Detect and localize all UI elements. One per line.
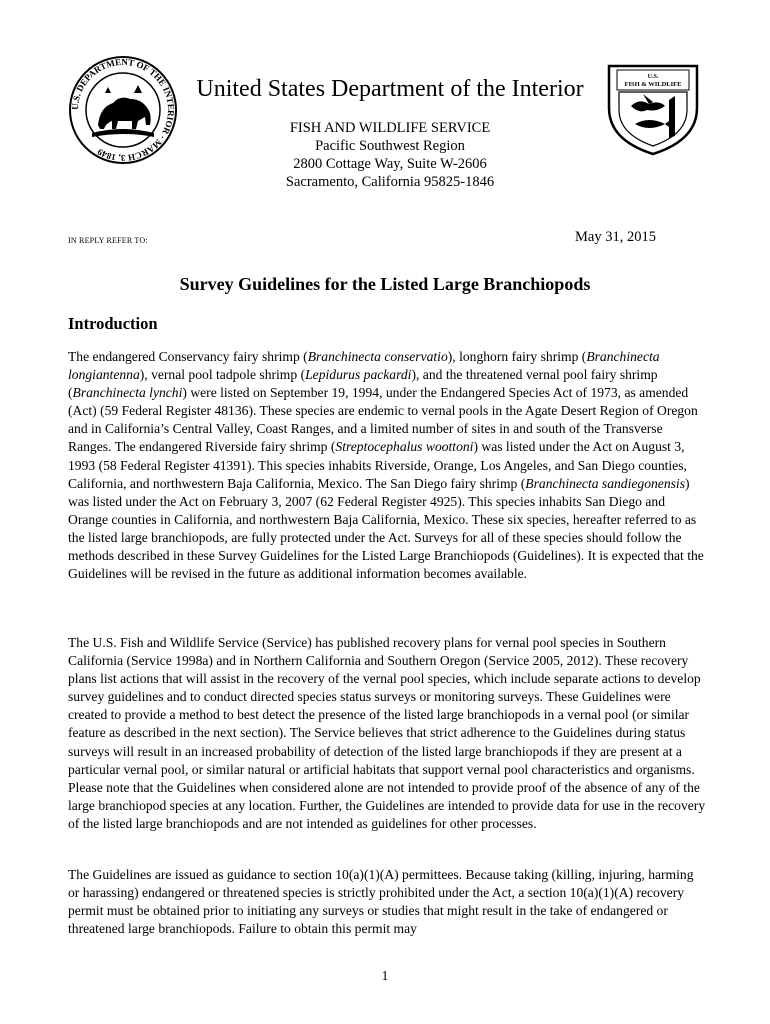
species-name: Branchinecta sandiegonensis [525,475,685,491]
paragraph-2 [68,634,708,833]
paragraph-1-text [68,348,708,583]
species-name: Lepidurus packardi [305,367,412,383]
text-run: ), longhorn fairy shrimp ( [447,349,587,364]
paragraph-3-text: The Guidelines are issued as guidance to section 10(a)(1)(A) permittees. Because taking (killing, injuring, harming or harassing) endangered or threatened species is strictly prohibited under the Act, a section 10(a)(1)(A) recovery permit must be obtained prior to initiating any surveys or studies that might result in the take of endangered or threatened large branchiopods. Failure to obtain this permit may [68,867,694,937]
svg-text:FISH & WILDLIFE: FISH & WILDLIFE [624,81,682,88]
service-name: FISH AND WILDLIFE SERVICE [289,120,491,136]
species-name: Branchinecta longiantenna [68,349,660,383]
text-run: ) were listed on September 19, 1994, under the Endangered Species Act of 1973, as amended (Act) (59 Federal Register 48136). These species are endemic to vernal pools in the Agate Desert Region of Oregon and in California’s Central Valley, Coast Ranges, and a limited number of sites in and south of the Transverse Ranges. The endangered Riverside fairy shrimp ( [68,385,698,455]
reply-refer-label: IN REPLY REFER TO: [68,236,148,245]
document-title: Survey Guidelines for the Listed Large Branchiopods [179,274,591,294]
species-name: Branchinecta conservatio [307,349,448,364]
street-address: 2800 Cottage Way, Suite W-2606 [293,156,487,172]
svg-text:U.S. DEPARTMENT OF THE INTERIO: U.S. DEPARTMENT OF THE INTERIOR · MARCH 3, 1849 [69,56,177,164]
text-run: The endangered Conservancy fairy shrimp ( [68,349,308,364]
paragraph-2-text: The U.S. Fish and Wildlife Service (Service) has published recovery plans for vernal pool species in Southern California (Service 1998a) and in Northern California and Southern Oregon (Service 2005, 2012). These recovery plans list actions that will assist in the recovery of the vernal pool species, which include separate actions to develop survey guidelines and to conduct directed species status surveys or monitoring surveys. These Guidelines were created to provide a method to best detect the presence of the listed large branchiopods in a vernal pool (or similar feature as described in the next section). The Service believes that strict adherence to the Guidelines during status surveys will result in an increased probability of detection of the listed large branchiopods if they are present at a particular vernal pool, or similar natural or artificial habitats that support vernal pool characteristics and organisms. Please note that the Guidelines when considered alone are not intended to provide proof of the absence of any of the large branchiopod species at any location. Further, the Guidelines are intended to provide data for use in the recovery of the listed large branchiopods and are not intended as guidelines for other processes. [68,635,706,831]
text-run: ), vernal pool tadpole shrimp ( [139,367,306,383]
city-address: Sacramento, California 95825-1846 [285,174,495,190]
page-number: 1 [381,968,389,983]
section-heading-introduction: Introduction [68,314,158,333]
text-run: ), and the threatened vernal pool fairy shrimp ( [68,367,658,401]
species-name: Branchinecta lynchi [72,385,183,401]
paragraph-3 [68,866,708,938]
text-run: ) was listed under the Act on August 3, 1993 (58 Federal Register 41391). This species inhabits Riverside, Orange, Los Angeles, and San Diego counties, California, and northwestern Baja California, Mexico. The San Diego fairy shrimp ( [68,439,687,491]
species-name: Streptocephalus woottoni [335,439,474,455]
department-name: United States Department of the Interior [196,76,584,102]
region-name: Pacific Southwest Region [315,138,465,154]
paragraph-1 [68,348,708,583]
text-run: ) was listed under the Act on February 3, 2007 (62 Federal Register 4925). This species inhabits San Diego and Orange counties in California, and northwestern Baja California, Mexico. These six species, hereafter referred to as the listed large branchiopods, are fully protected under the Act. Surveys for all of these species should follow the methods described in these Survey Guidelines for the Listed Large Branchiopods (Guidelines). It is expected that the Guidelines will be revised in the future as additional information becomes available. [68,475,704,582]
svg-text:U.S.: U.S. [647,74,659,80]
letter-date: May 31, 2015 [575,229,656,245]
